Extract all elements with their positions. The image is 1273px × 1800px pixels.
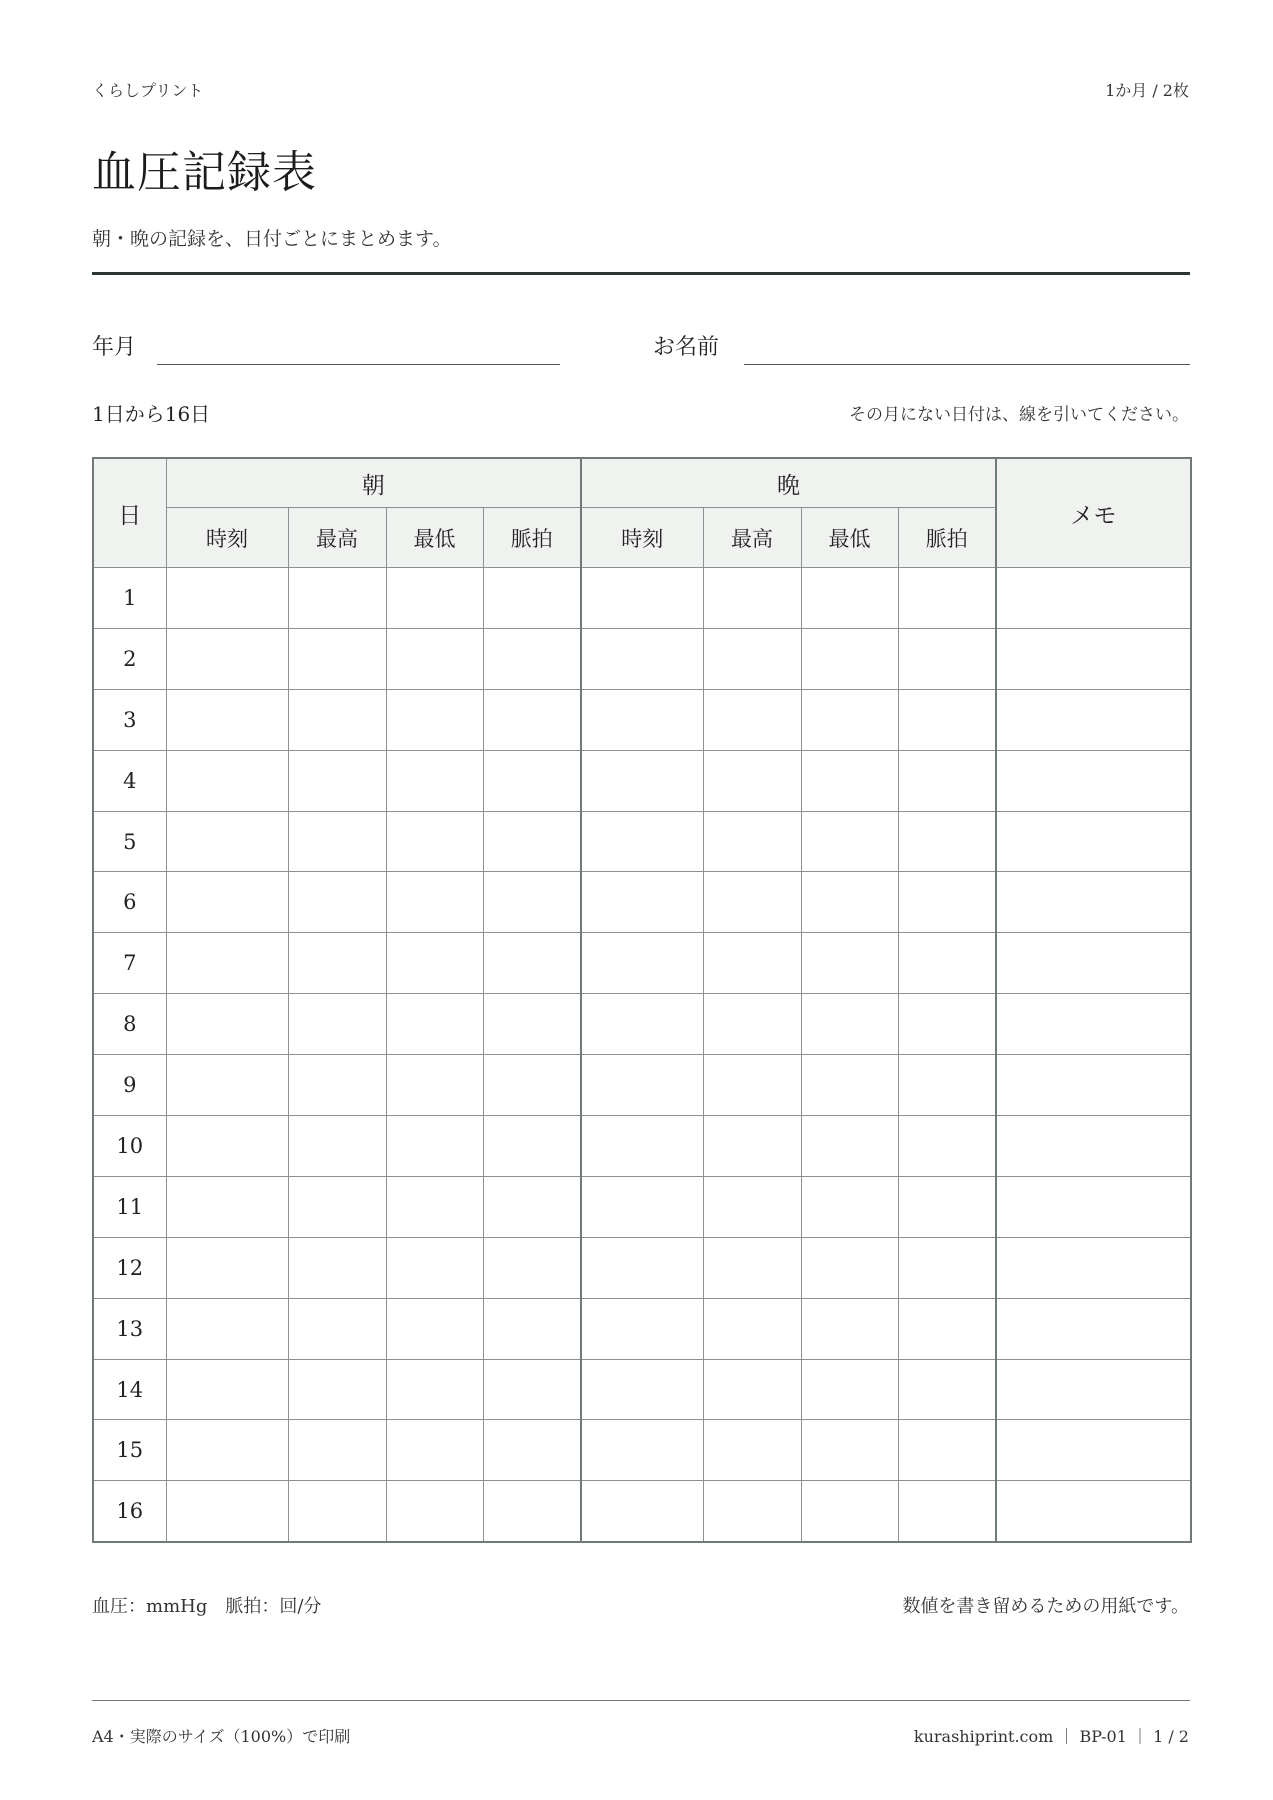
day-header: 日 [93, 458, 166, 568]
evening-systolic-cell[interactable] [703, 1481, 801, 1542]
evening-diastolic-cell[interactable] [801, 1359, 898, 1420]
evening-header: 晩 [581, 458, 996, 508]
day-number: 10 [93, 1116, 166, 1177]
year-month-label: 年月 [92, 335, 137, 360]
evening-time-cell[interactable] [581, 568, 703, 629]
morning-time-cell[interactable] [166, 1116, 288, 1177]
morning-diastolic-cell[interactable] [386, 1176, 483, 1237]
print-note: A4・実際のサイズ（100%）で印刷 [92, 1727, 351, 1746]
day-number: 8 [93, 994, 166, 1055]
morning-systolic-cell[interactable] [288, 1298, 386, 1359]
evening-time-cell[interactable] [581, 689, 703, 750]
morning-systolic-cell[interactable] [288, 811, 386, 872]
evening-pulse-cell[interactable] [898, 1055, 996, 1116]
morning-pulse-cell[interactable] [483, 811, 581, 872]
morning-systolic-cell[interactable] [288, 1420, 386, 1481]
morning-pulse-cell[interactable] [483, 568, 581, 629]
morning-pulse-cell[interactable] [483, 1420, 581, 1481]
evening-pulse-cell[interactable] [898, 1237, 996, 1298]
day-number: 13 [93, 1298, 166, 1359]
evening-systolic-cell[interactable] [703, 1359, 801, 1420]
memo-cell[interactable] [996, 1055, 1191, 1116]
evening-diastolic-cell[interactable] [801, 872, 898, 933]
evening-pulse-cell[interactable] [898, 1420, 996, 1481]
evening-diastolic-cell[interactable] [801, 750, 898, 811]
morning-diastolic-cell[interactable] [386, 933, 483, 994]
table-row [93, 628, 1191, 689]
morning-systolic-cell[interactable] [288, 1055, 386, 1116]
morning-time-cell[interactable] [166, 689, 288, 750]
year-month-field[interactable] [157, 364, 560, 365]
evening-time-cell[interactable] [581, 750, 703, 811]
memo-cell[interactable] [996, 1237, 1191, 1298]
evening-pulse-cell[interactable] [898, 811, 996, 872]
evening-pulse-cell[interactable] [898, 933, 996, 994]
table-row [93, 872, 1191, 933]
memo-cell[interactable] [996, 933, 1191, 994]
table-row [93, 750, 1191, 811]
evening-systolic-cell[interactable] [703, 628, 801, 689]
morning-diastolic-cell[interactable] [386, 568, 483, 629]
evening-systolic-cell[interactable] [703, 994, 801, 1055]
morning-systolic-cell[interactable] [288, 872, 386, 933]
morning-time-cell[interactable] [166, 1420, 288, 1481]
page-title: 血圧記録表 [92, 147, 317, 198]
evening-systolic-cell[interactable] [703, 933, 801, 994]
evening-pulse-cell[interactable] [898, 1481, 996, 1542]
day-number: 16 [93, 1481, 166, 1542]
memo-cell[interactable] [996, 872, 1191, 933]
table-row [93, 689, 1191, 750]
memo-cell[interactable] [996, 750, 1191, 811]
morning-pulse-cell[interactable] [483, 1176, 581, 1237]
evening-diastolic-cell[interactable] [801, 689, 898, 750]
morning-diastolic-cell[interactable] [386, 1420, 483, 1481]
day-number: 15 [93, 1420, 166, 1481]
memo-cell[interactable] [996, 1420, 1191, 1481]
purpose-note: 数値を書き留めるための用紙です。 [902, 1596, 1189, 1617]
morning-time-cell[interactable] [166, 1359, 288, 1420]
evening-systolic-cell[interactable] [703, 1420, 801, 1481]
day-number: 5 [93, 811, 166, 872]
evening-pulse-cell[interactable] [898, 1298, 996, 1359]
morning-diastolic-cell[interactable] [386, 1237, 483, 1298]
morning-time-header: 時刻 [166, 508, 288, 568]
morning-pulse-cell[interactable] [483, 872, 581, 933]
memo-cell[interactable] [996, 568, 1191, 629]
table-row [93, 568, 1191, 629]
evening-systolic-cell[interactable] [703, 1176, 801, 1237]
page-subtitle: 朝・晩の記録を、日付ごとにまとめます。 [92, 228, 452, 250]
units-legend: 血圧：mmHg 脈拍：回/分 [92, 1596, 322, 1617]
evening-diastolic-cell[interactable] [801, 1176, 898, 1237]
morning-diastolic-cell[interactable] [386, 994, 483, 1055]
morning-time-cell[interactable] [166, 872, 288, 933]
morning-time-cell[interactable] [166, 933, 288, 994]
evening-time-cell[interactable] [581, 628, 703, 689]
table-row [93, 1420, 1191, 1481]
memo-cell[interactable] [996, 628, 1191, 689]
evening-systolic-cell[interactable] [703, 1298, 801, 1359]
evening-diastolic-cell[interactable] [801, 1481, 898, 1542]
table-row [93, 1359, 1191, 1420]
morning-diastolic-cell[interactable] [386, 1298, 483, 1359]
morning-pulse-cell[interactable] [483, 1116, 581, 1177]
day-number: 1 [93, 568, 166, 629]
evening-time-cell[interactable] [581, 1481, 703, 1542]
evening-time-header: 時刻 [581, 508, 703, 568]
morning-systolic-cell[interactable] [288, 689, 386, 750]
evening-pulse-cell[interactable] [898, 689, 996, 750]
evening-time-cell[interactable] [581, 1055, 703, 1116]
morning-pulse-cell[interactable] [483, 628, 581, 689]
morning-diastolic-cell[interactable] [386, 811, 483, 872]
footer-divider [92, 1700, 1190, 1701]
morning-time-cell[interactable] [166, 628, 288, 689]
morning-diastolic-cell[interactable] [386, 1055, 483, 1116]
evening-systolic-cell[interactable] [703, 1237, 801, 1298]
memo-cell[interactable] [996, 811, 1191, 872]
day-number: 3 [93, 689, 166, 750]
table-row [93, 1481, 1191, 1542]
memo-cell[interactable] [996, 1481, 1191, 1542]
evening-diastolic-cell[interactable] [801, 1298, 898, 1359]
morning-systolic-cell[interactable] [288, 1359, 386, 1420]
morning-systolic-cell[interactable] [288, 994, 386, 1055]
table-row [93, 1116, 1191, 1177]
evening-time-cell[interactable] [581, 994, 703, 1055]
morning-diastolic-cell[interactable] [386, 1359, 483, 1420]
morning-pulse-cell[interactable] [483, 1359, 581, 1420]
day-number: 7 [93, 933, 166, 994]
morning-time-cell[interactable] [166, 1055, 288, 1116]
evening-systolic-header: 最高 [703, 508, 801, 568]
evening-pulse-cell[interactable] [898, 872, 996, 933]
morning-pulse-cell[interactable] [483, 750, 581, 811]
morning-pulse-cell[interactable] [483, 1298, 581, 1359]
evening-pulse-cell[interactable] [898, 1116, 996, 1177]
day-number: 9 [93, 1055, 166, 1116]
table-row [93, 1176, 1191, 1237]
evening-pulse-cell[interactable] [898, 994, 996, 1055]
table-row [93, 933, 1191, 994]
evening-systolic-cell[interactable] [703, 750, 801, 811]
morning-systolic-header: 最高 [288, 508, 386, 568]
morning-time-cell[interactable] [166, 1176, 288, 1237]
memo-cell[interactable] [996, 1176, 1191, 1237]
day-number: 4 [93, 750, 166, 811]
table-row [93, 811, 1191, 872]
evening-diastolic-cell[interactable] [801, 811, 898, 872]
evening-time-cell[interactable] [581, 1116, 703, 1177]
evening-time-cell[interactable] [581, 1420, 703, 1481]
morning-diastolic-cell[interactable] [386, 689, 483, 750]
evening-pulse-header: 脈拍 [898, 508, 996, 568]
table-row [93, 1237, 1191, 1298]
name-field[interactable] [744, 364, 1190, 365]
evening-diastolic-cell[interactable] [801, 1116, 898, 1177]
morning-systolic-cell[interactable] [288, 1481, 386, 1542]
morning-systolic-cell[interactable] [288, 750, 386, 811]
morning-pulse-cell[interactable] [483, 1055, 581, 1116]
brand-name: くらしプリント [92, 81, 204, 100]
morning-time-cell[interactable] [166, 750, 288, 811]
morning-systolic-cell[interactable] [288, 1176, 386, 1237]
morning-systolic-cell[interactable] [288, 1116, 386, 1177]
table-row [93, 994, 1191, 1055]
evening-systolic-cell[interactable] [703, 1116, 801, 1177]
morning-systolic-cell[interactable] [288, 628, 386, 689]
morning-diastolic-cell[interactable] [386, 1481, 483, 1542]
evening-time-cell[interactable] [581, 811, 703, 872]
header-divider [92, 272, 1190, 275]
evening-diastolic-cell[interactable] [801, 933, 898, 994]
day-number: 14 [93, 1359, 166, 1420]
table-row [93, 1055, 1191, 1116]
evening-time-cell[interactable] [581, 1176, 703, 1237]
evening-systolic-cell[interactable] [703, 689, 801, 750]
table-row [93, 1298, 1191, 1359]
morning-time-cell[interactable] [166, 811, 288, 872]
memo-cell[interactable] [996, 1298, 1191, 1359]
day-number: 6 [93, 872, 166, 933]
memo-cell[interactable] [996, 1359, 1191, 1420]
evening-time-cell[interactable] [581, 1359, 703, 1420]
evening-pulse-cell[interactable] [898, 568, 996, 629]
morning-time-cell[interactable] [166, 994, 288, 1055]
evening-pulse-cell[interactable] [898, 1359, 996, 1420]
morning-systolic-cell[interactable] [288, 1237, 386, 1298]
evening-pulse-cell[interactable] [898, 1176, 996, 1237]
evening-diastolic-header: 最低 [801, 508, 898, 568]
memo-cell[interactable] [996, 994, 1191, 1055]
evening-time-cell[interactable] [581, 933, 703, 994]
morning-pulse-cell[interactable] [483, 1481, 581, 1542]
evening-diastolic-cell[interactable] [801, 1055, 898, 1116]
evening-pulse-cell[interactable] [898, 750, 996, 811]
evening-systolic-cell[interactable] [703, 568, 801, 629]
evening-systolic-cell[interactable] [703, 1055, 801, 1116]
morning-time-cell[interactable] [166, 568, 288, 629]
memo-cell[interactable] [996, 1116, 1191, 1177]
morning-pulse-cell[interactable] [483, 689, 581, 750]
morning-pulse-cell[interactable] [483, 994, 581, 1055]
evening-systolic-cell[interactable] [703, 872, 801, 933]
morning-systolic-cell[interactable] [288, 933, 386, 994]
evening-diastolic-cell[interactable] [801, 994, 898, 1055]
memo-cell[interactable] [996, 689, 1191, 750]
memo-header: メモ [996, 458, 1191, 568]
evening-time-cell[interactable] [581, 1298, 703, 1359]
evening-diastolic-cell[interactable] [801, 1237, 898, 1298]
evening-pulse-cell[interactable] [898, 628, 996, 689]
day-range-label: 1日から16日 [92, 402, 211, 426]
morning-time-cell[interactable] [166, 1481, 288, 1542]
page-count: 1か月 / 2枚 [1105, 81, 1189, 100]
morning-pulse-header: 脈拍 [483, 508, 581, 568]
morning-diastolic-cell[interactable] [386, 750, 483, 811]
morning-time-cell[interactable] [166, 1298, 288, 1359]
morning-diastolic-cell[interactable] [386, 1116, 483, 1177]
morning-systolic-cell[interactable] [288, 568, 386, 629]
evening-systolic-cell[interactable] [703, 811, 801, 872]
missing-day-note: その月にない日付は、線を引いてください。 [849, 405, 1189, 425]
day-number: 2 [93, 628, 166, 689]
morning-diastolic-header: 最低 [386, 508, 483, 568]
morning-time-cell[interactable] [166, 1237, 288, 1298]
name-label: お名前 [653, 335, 720, 360]
day-number: 11 [93, 1176, 166, 1237]
blood-pressure-table [92, 457, 1192, 1543]
evening-diastolic-cell[interactable] [801, 628, 898, 689]
morning-diastolic-cell[interactable] [386, 872, 483, 933]
morning-pulse-cell[interactable] [483, 1237, 581, 1298]
evening-time-cell[interactable] [581, 872, 703, 933]
morning-diastolic-cell[interactable] [386, 628, 483, 689]
evening-diastolic-cell[interactable] [801, 568, 898, 629]
site-info: kurashiprint.com ｜ BP-01 ｜ 1 / 2 [913, 1727, 1189, 1746]
day-number: 12 [93, 1237, 166, 1298]
morning-header: 朝 [166, 458, 581, 508]
evening-time-cell[interactable] [581, 1237, 703, 1298]
morning-pulse-cell[interactable] [483, 933, 581, 994]
evening-diastolic-cell[interactable] [801, 1420, 898, 1481]
